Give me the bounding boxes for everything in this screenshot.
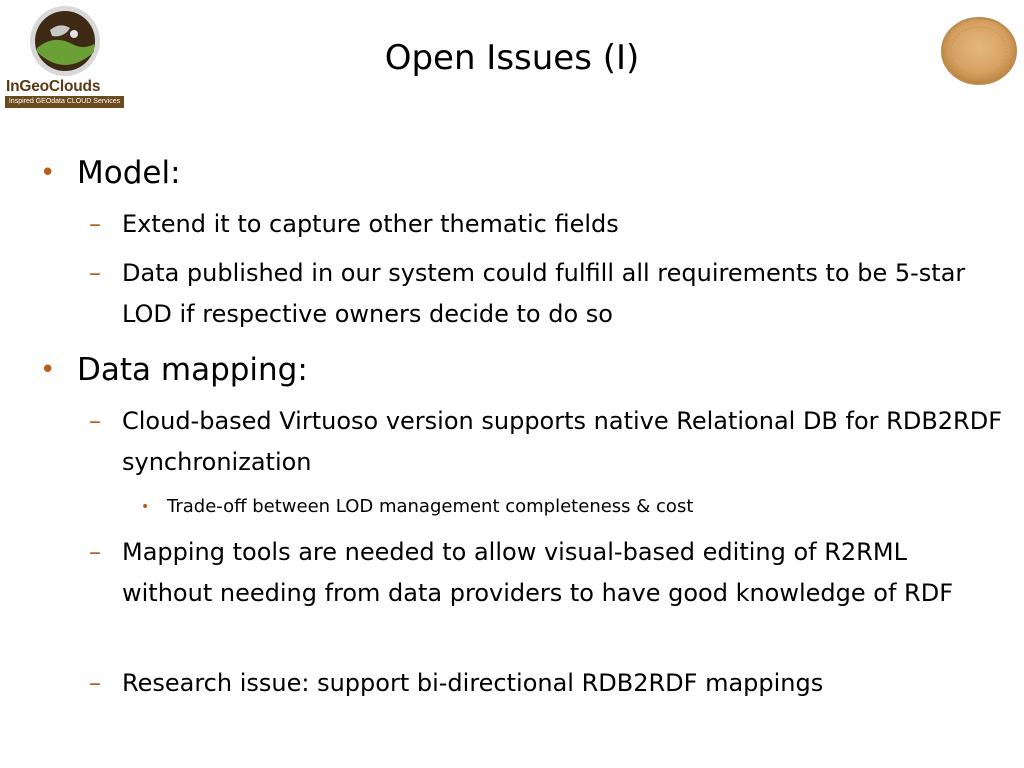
- sub-bullet-text: Research issue: support bi-directional RDB2RDF mappings: [122, 669, 824, 697]
- dash-marker: –: [89, 669, 101, 697]
- sub-sub-bullet-text: Trade-off between LOD management completeness & cost: [167, 496, 694, 517]
- logo-tagline: Inspired GEOdata CLOUD Services: [5, 96, 124, 108]
- sub-bullet-text: Extend it to capture other thematic fields: [122, 210, 619, 238]
- slide-title: Open Issues (I): [384, 38, 640, 78]
- sub-bullet-text: Cloud-based Virtuoso version supports native Relational DB for RDB2RDF synchronization: [122, 407, 1003, 476]
- dash-marker: –: [89, 210, 101, 238]
- logo-name: InGeoClouds: [6, 78, 101, 95]
- dash-marker: –: [89, 407, 101, 435]
- sub-bullet-text: Data published in our system could fulfill all requirements to be 5-star LOD if respective owners decide to do so: [122, 259, 966, 328]
- dash-marker: –: [89, 259, 101, 287]
- dash-marker: –: [89, 538, 101, 566]
- bullet-dot: •: [40, 158, 56, 188]
- bullet-text: Data mapping:: [77, 352, 308, 388]
- bullet-text: Model:: [77, 155, 181, 191]
- sub-bullet-text: Mapping tools are needed to allow visual-based editing of R2RML without needing from data providers to have good knowledge of RDF: [122, 538, 954, 607]
- bullet-dot: •: [40, 355, 56, 385]
- bullet-dot: •: [141, 499, 150, 515]
